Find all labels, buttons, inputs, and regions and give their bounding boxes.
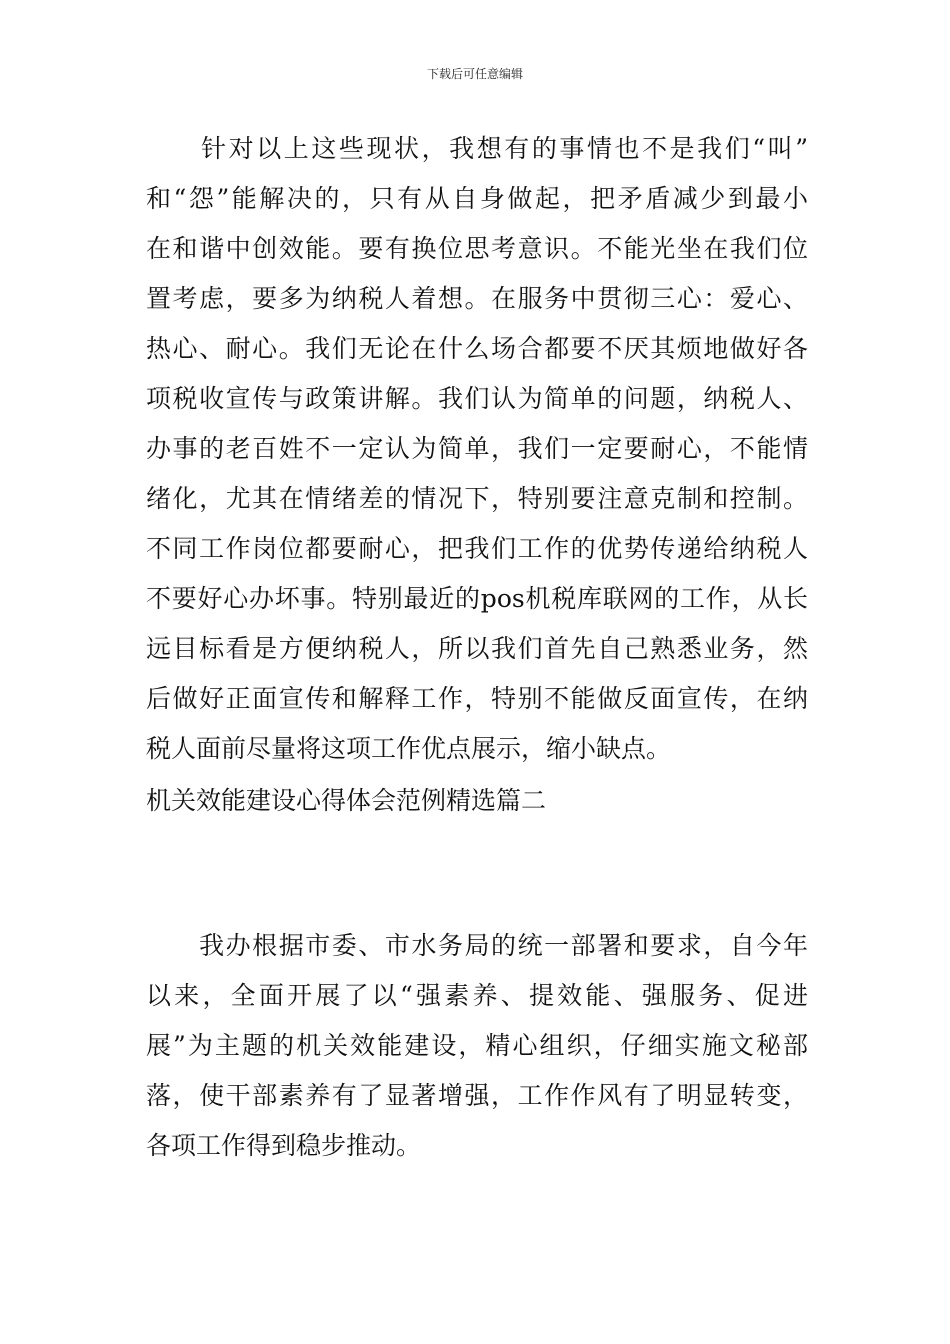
paragraph-line: 不要好心办坏事。特别最近的pos机税库联网的工作，从长 bbox=[146, 584, 808, 613]
paragraph-line: 和“怨”能解决的，只有从自身做起，把矛盾减少到最小 bbox=[146, 184, 808, 213]
section-title: 机关效能建设心得体会范例精选篇二 bbox=[146, 786, 547, 815]
paragraph-line: 以来，全面开展了以“强素养、提效能、强服务、促进 bbox=[146, 981, 808, 1010]
paragraph-line: 办事的老百姓不一定认为简单，我们一定要耐心，不能情 bbox=[146, 434, 808, 463]
paragraph-line: 在和谐中创效能。要有换位思考意识。不能光坐在我们位 bbox=[146, 234, 808, 263]
paragraph-2 bbox=[146, 921, 808, 1171]
paragraph-line: 针对以上这些现状，我想有的事情也不是我们“叫” bbox=[146, 134, 808, 163]
paragraph-line: 热心、耐心。我们无论在什么场合都要不厌其烦地做好各 bbox=[146, 334, 808, 363]
paragraph-line: 置考虑，要多为纳税人着想。在服务中贯彻三心：爱心、 bbox=[146, 284, 808, 313]
paragraph-1 bbox=[146, 124, 808, 774]
paragraph-line: 展”为主题的机关效能建设，精心组织，仔细实施文秘部 bbox=[146, 1031, 808, 1060]
paragraph-line: 落，使干部素养有了显著增强，工作作风有了明显转变， bbox=[146, 1081, 808, 1110]
page-header-note: 下载后可任意编辑 bbox=[426, 67, 523, 81]
paragraph-line: 后做好正面宣传和解释工作，特别不能做反面宣传，在纳 bbox=[146, 684, 808, 713]
paragraph-line: 我办根据市委、市水务局的统一部署和要求，自今年 bbox=[146, 931, 808, 960]
paragraph-line: 税人面前尽量将这项工作优点展示，缩小缺点。 bbox=[146, 734, 672, 763]
paragraph-line: 各项工作得到稳步推动。 bbox=[146, 1131, 422, 1160]
paragraph-line: 绪化，尤其在情绪差的情况下，特别要注意克制和控制。 bbox=[146, 484, 808, 513]
paragraph-line: 远目标看是方便纳税人，所以我们首先自己熟悉业务，然 bbox=[146, 634, 808, 663]
paragraph-line: 不同工作岗位都要耐心，把我们工作的优势传递给纳税人 bbox=[146, 534, 808, 563]
paragraph-line: 项税收宣传与政策讲解。我们认为简单的问题，纳税人、 bbox=[146, 384, 808, 413]
